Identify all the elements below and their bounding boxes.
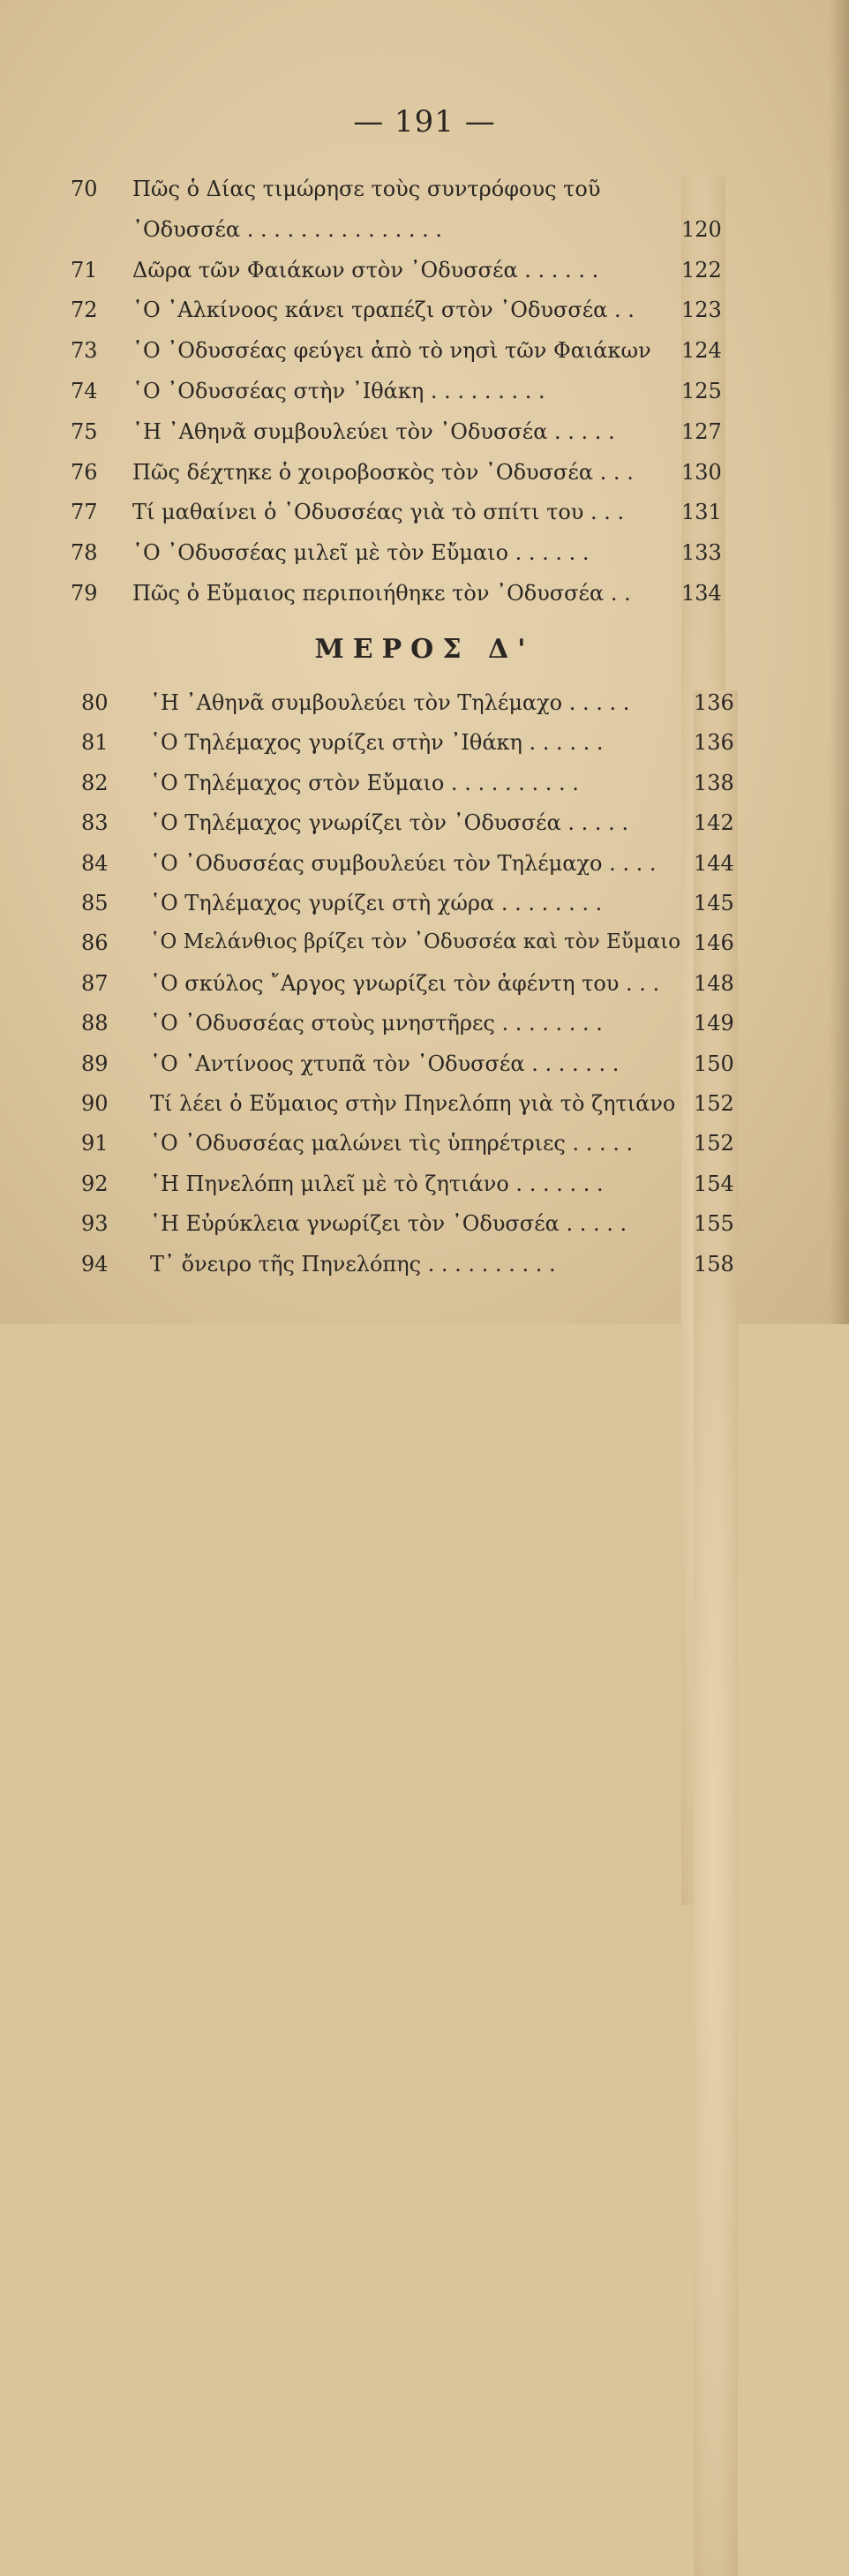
entry-number: 80 xyxy=(81,690,109,715)
entry-title: ῾Η Εὐρύκλεια γνωρίζει τὸν ᾿Οδυσσέα . . . . . xyxy=(150,1211,627,1237)
entry-number: 73 xyxy=(71,338,98,364)
entry-title: ῾Ο ᾿Οδυσσέας στοὺς μνηστῆρες . . . . . . . . xyxy=(150,1011,603,1036)
toc-entry xyxy=(0,851,849,892)
toc-entry xyxy=(0,891,849,931)
toc-entry xyxy=(0,177,849,217)
entry-title: ῾Ο Μελάνθιος βρίζει τὸν ᾿Οδυσσέα καὶ τὸν Εὔμαιο xyxy=(150,930,681,954)
entry-title: ῾Ο Τηλέμαχος γυρίζει στὴν ᾿Ιθάκη . . . . . . xyxy=(150,730,604,756)
entry-title: ῾Ο ᾿Αλκίνοος κάνει τραπέζι στὸν ᾿Οδυσσέα . . xyxy=(132,298,635,323)
entry-number: 85 xyxy=(81,891,109,915)
toc-entry xyxy=(0,1211,849,1252)
entry-page-number: 142 xyxy=(694,810,738,2135)
entry-number: 72 xyxy=(71,298,98,323)
toc-entry xyxy=(0,460,849,501)
entry-page-number: 152 xyxy=(694,1091,738,2415)
entry-number: 71 xyxy=(71,257,98,282)
entry-title: Πῶς ὁ Δίας τιμώρησε τοὺς συντρόφους τοῦ xyxy=(132,177,601,201)
entry-number: 79 xyxy=(71,581,98,606)
entry-page-number: 123 xyxy=(681,298,725,1622)
entry-number: 90 xyxy=(81,1091,109,1116)
entry-number: 78 xyxy=(71,540,98,566)
entry-number: 84 xyxy=(81,850,109,876)
toc-entry xyxy=(0,419,849,460)
entry-title: ῾Ο ᾿Οδυσσέας μαλώνει τὶς ὑπηρέτριες . . . . . xyxy=(150,1131,634,1156)
entry-title: Τ᾿ ὄνειρο τῆς Πηνελόπης . . . . . . . . . . xyxy=(150,1251,556,1277)
toc-entry xyxy=(0,298,849,338)
entry-number: 93 xyxy=(81,1211,109,1237)
entry-title: Πῶς δέχτηκε ὁ χοιροβοσκὸς τὸν ᾿Οδυσσέα . . . xyxy=(132,459,634,485)
entry-number: 82 xyxy=(81,770,109,795)
toc-entry xyxy=(0,930,849,971)
entry-number: 70 xyxy=(71,177,98,201)
entry-title: ῾Ο σκύλος ῎Αργος γνωρίζει τὸν ἀφέντη του . . . xyxy=(150,970,660,996)
entry-number: 91 xyxy=(81,1131,109,1156)
entry-number: 89 xyxy=(81,1051,109,1076)
toc-entry xyxy=(0,540,849,581)
entry-title: Τί μαθαίνει ὁ ᾿Οδυσσέας γιὰ τὸ σπίτι του . . . xyxy=(132,500,625,525)
entry-number: 94 xyxy=(81,1251,109,1277)
entry-page-number: 144 xyxy=(694,851,738,2175)
entry-title: Δῶρα τῶν Φαιάκων στὸν ᾿Οδυσσέα . . . . . . xyxy=(132,257,599,282)
entry-title: ᾿Οδυσσέα . . . . . . . . . . . . . . . xyxy=(132,216,442,242)
entry-number: 76 xyxy=(71,459,98,485)
entry-title: Τί λέει ὁ Εὔμαιος στὴν Πηνελόπη γιὰ τὸ ζητιάνο xyxy=(150,1091,676,1116)
entry-title: ῾Ο Τηλέμαχος γυρίζει στὴ χώρα . . . . . . . . xyxy=(150,891,603,915)
entry-page-number: 130 xyxy=(681,460,725,1784)
entry-page-number: 133 xyxy=(681,540,725,1864)
entry-number: 92 xyxy=(81,1171,109,1196)
entry-page-number: 131 xyxy=(681,500,725,1824)
entry-page-number: 148 xyxy=(694,971,738,2295)
entry-page-number: 136 xyxy=(694,690,738,2015)
entry-page-number: 124 xyxy=(681,338,725,1662)
toc-entry xyxy=(0,1091,849,1132)
toc-entry xyxy=(0,217,849,258)
toc-entry xyxy=(0,971,849,1012)
entry-page-number: 125 xyxy=(681,379,725,1703)
toc-entry xyxy=(0,1131,849,1171)
toc-entry xyxy=(0,1171,849,1212)
entry-page-number: 122 xyxy=(681,258,725,1582)
entry-title: Πῶς ὁ Εὔμαιος περιποιήθηκε τὸν ᾿Οδυσσέα . . xyxy=(132,581,631,606)
entry-number: 77 xyxy=(71,500,98,525)
toc-entry xyxy=(0,690,849,731)
entry-page-number: 138 xyxy=(694,771,738,2095)
entry-number: 83 xyxy=(81,810,109,836)
entry-title: ῾Ο ᾿Οδυσσέας μιλεῖ μὲ τὸν Εὔμαιο . . . . . . xyxy=(132,540,590,566)
entry-number: 88 xyxy=(81,1011,109,1036)
entry-page-number: 152 xyxy=(694,1131,738,2455)
entry-number: 81 xyxy=(81,730,109,756)
toc-entry xyxy=(0,581,849,621)
entry-page-number: 155 xyxy=(694,1211,738,2535)
entry-title: ῾Ο ᾿Οδυσσέας συμβουλεύει τὸν Τηλέμαχο . . . . xyxy=(150,850,657,876)
entry-page-number: 150 xyxy=(694,1051,738,2376)
toc-entry xyxy=(0,810,849,851)
page-number: — 191 — xyxy=(353,104,496,139)
toc-entry xyxy=(0,771,849,811)
entry-page-number: 136 xyxy=(694,730,738,2054)
entry-page-number: 127 xyxy=(681,419,725,1744)
toc-entry xyxy=(0,1051,849,1092)
entry-page-number: 149 xyxy=(694,1011,738,2335)
entry-number: 75 xyxy=(71,418,98,444)
section-heading: ΜΕΡΟΣ Δ' xyxy=(314,634,535,665)
entry-page-number: 134 xyxy=(681,581,725,1905)
toc-entry xyxy=(0,500,849,540)
entry-title: ῾Ο ᾿Αντίνοος χτυπᾶ τὸν ᾿Οδυσσέα . . . . . . . xyxy=(150,1051,620,1076)
toc-entry xyxy=(0,1011,849,1051)
toc-entry xyxy=(0,1252,849,1292)
entry-number: 74 xyxy=(71,379,98,403)
entry-title: ῾Η Πηνελόπη μιλεῖ μὲ τὸ ζητιάνο . . . . . . . xyxy=(150,1171,604,1196)
toc-entry xyxy=(0,338,849,379)
entry-page-number: 158 xyxy=(694,1252,738,2576)
toc-entry xyxy=(0,730,849,771)
entry-title: ῾Ο ᾿Οδυσσέας στὴν ᾿Ιθάκη . . . . . . . . . xyxy=(132,379,545,403)
toc-entry xyxy=(0,379,849,419)
entry-title: ῾Η ᾿Αθηνᾶ συμβουλεύει τὸν ᾿Οδυσσέα . . . . . xyxy=(132,418,615,444)
entry-title: ῾Η ᾿Αθηνᾶ συμβουλεύει τὸν Τηλέμαχο . . . . . xyxy=(150,690,630,715)
entry-page-number: 146 xyxy=(694,930,738,2255)
entry-page-number: 120 xyxy=(681,217,725,1541)
entry-title: ῾Ο Τηλέμαχος στὸν Εὔμαιο . . . . . . . . . . xyxy=(150,770,579,795)
entry-number: 86 xyxy=(81,930,109,956)
entry-page-number: 154 xyxy=(694,1171,738,2496)
entry-page-number: 145 xyxy=(694,891,738,2215)
toc-entry xyxy=(0,258,849,298)
entry-title: ῾Ο ᾿Οδυσσέας φεύγει ἀπὸ τὸ νησὶ τῶν Φαιάκων xyxy=(132,338,651,364)
entry-number: 87 xyxy=(81,970,109,996)
entry-title: ῾Ο Τηλέμαχος γνωρίζει τὸν ᾿Οδυσσέα . . . . . xyxy=(150,810,629,836)
